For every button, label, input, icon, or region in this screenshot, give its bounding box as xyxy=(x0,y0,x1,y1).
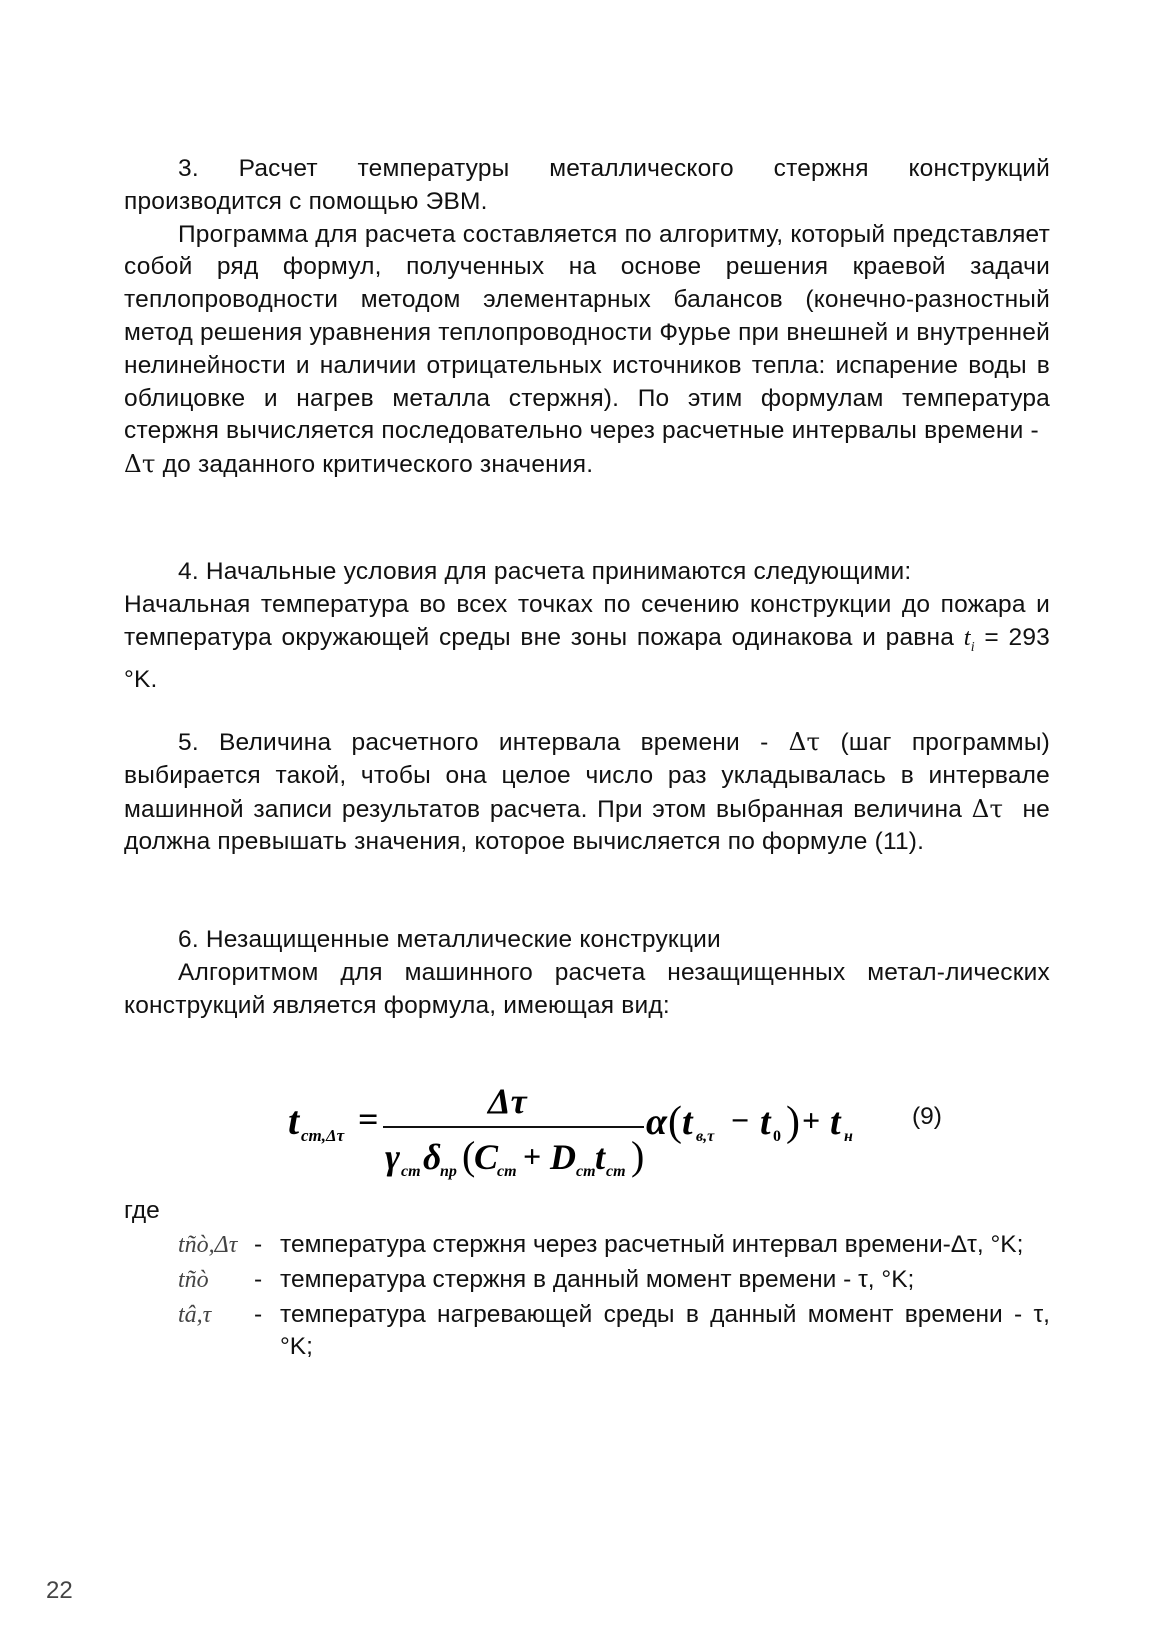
formula-plus: + xyxy=(523,1138,542,1174)
formula-lhs-sub: cm,Δτ xyxy=(301,1126,345,1145)
where-label: где xyxy=(124,1197,160,1224)
paragraph-4-heading: 4. Начальные условия для расчета принимаются следующими: xyxy=(178,558,912,585)
formula-paren2-close: ) xyxy=(786,1099,800,1145)
section-3 xyxy=(124,153,1050,482)
paragraph-3: 3. Расчет температуры металлического стержня конструкций производится с помощью ЭВМ. xyxy=(124,155,1050,215)
formula-t-n-sub: н xyxy=(844,1128,853,1145)
paragraph-algorithm: Программа для расчета составляется по алгоритму, который представляет собой ряд формул, полученных на основе решения краевой задачи теплопроводности методом элементарных балансов (конечно-разностный метод решения уравнения теплопроводности Фурье при внешней и внутренней нелинейности и наличии отрицательных источников тепла: испарение воды в облицовке и нагрев металла стержня). По этим формулам температура стержня вычисляется последовательно через расчетные интервалы времени - Δτ до заданного критического значения. xyxy=(124,220,1050,479)
formula-t-in: t xyxy=(595,1137,606,1177)
legend-item: tâ,τ - температура нагревающей среды в данный момент времени - τ, °K; xyxy=(178,1299,1050,1365)
delta-tau-symbol: Δτ xyxy=(971,793,1004,823)
section-6-heading: 6. Незащищенные металлические конструкции xyxy=(178,926,721,953)
formula-D-sub: cm xyxy=(576,1163,596,1180)
section-6 xyxy=(124,924,1050,1022)
formula-t-n: t xyxy=(830,1101,841,1143)
formula-paren2-open: ( xyxy=(668,1099,682,1145)
page-number: 22 xyxy=(46,1577,73,1604)
formula-numerator: Δτ xyxy=(488,1081,527,1121)
formula-t-in-sub: cm xyxy=(606,1163,626,1180)
legend-description: температура нагревающей среды в данный момент времени - τ, °K; xyxy=(280,1300,1050,1361)
section-6-body: Алгоритмом для машинного расчета незащищенных метал-лических конструкций является формула, имеющая вид: xyxy=(124,958,1050,1019)
formula-number: (9) xyxy=(912,1103,942,1130)
legend-symbol: tñò xyxy=(178,1266,209,1293)
formula-t-0-sub: 0 xyxy=(773,1128,781,1145)
delta-tau-symbol: Δτ xyxy=(788,727,821,756)
legend-item: tñò,Δτ - температура стержня через расчетный интервал времени-Δτ, °K; xyxy=(178,1229,1050,1262)
legend-list xyxy=(178,1229,1050,1366)
formula-9 xyxy=(288,1077,908,1180)
legend-symbol: tñò,Δτ xyxy=(178,1232,238,1258)
formula-D: D xyxy=(550,1137,576,1177)
legend-item: tñò - температура стержня в данный момент времени - τ, °K; xyxy=(178,1264,1050,1297)
legend-symbol: tâ,τ xyxy=(178,1301,212,1328)
formula-C-sub: cm xyxy=(497,1163,517,1180)
legend-description: температура стержня в данный момент времени - τ, °K; xyxy=(280,1265,915,1293)
formula-delta: δ xyxy=(423,1137,442,1177)
formula-C: C xyxy=(474,1137,499,1177)
formula-eq: = xyxy=(358,1099,379,1139)
paragraph-4-body: Начальная температура во всех точках по сечению конструкции до пожара и температура окружающей среды вне зоны пожара одинакова и равна $t_i = 293$ °K. xyxy=(124,590,1051,694)
formula-plus2: + xyxy=(802,1102,821,1138)
formula-t-b-sub: в,τ xyxy=(696,1128,715,1145)
formula-delta-sub: np xyxy=(440,1163,457,1180)
formula-alpha: α xyxy=(646,1101,668,1143)
formula-gamma: γ xyxy=(385,1137,400,1177)
formula-paren-open: ( xyxy=(462,1133,476,1178)
formula-t-0: t xyxy=(760,1101,771,1143)
formula-paren-close: ) xyxy=(631,1133,645,1178)
formula-gamma-sub: cm xyxy=(401,1163,421,1180)
legend-description: температура стержня через расчетный интервал времени-Δτ, °K; xyxy=(280,1231,1024,1258)
delta-tau-symbol: Δτ xyxy=(124,449,156,479)
formula-lhs: t xyxy=(288,1098,300,1143)
section-4 xyxy=(124,556,1050,697)
section-5 xyxy=(124,726,1050,859)
formula-minus: − xyxy=(731,1102,750,1138)
paragraph-5: 5. Величина расчетного интервала времени - Δτ (шаг программы) выбирается такой, чтобы она целое число раз укладывалась в интервале машинной записи результатов расчета. При этом выбранная величина Δτ не должна превышать значения, которое вычисляется по формуле (11). xyxy=(124,727,1051,856)
formula-t-b: t xyxy=(682,1101,693,1143)
